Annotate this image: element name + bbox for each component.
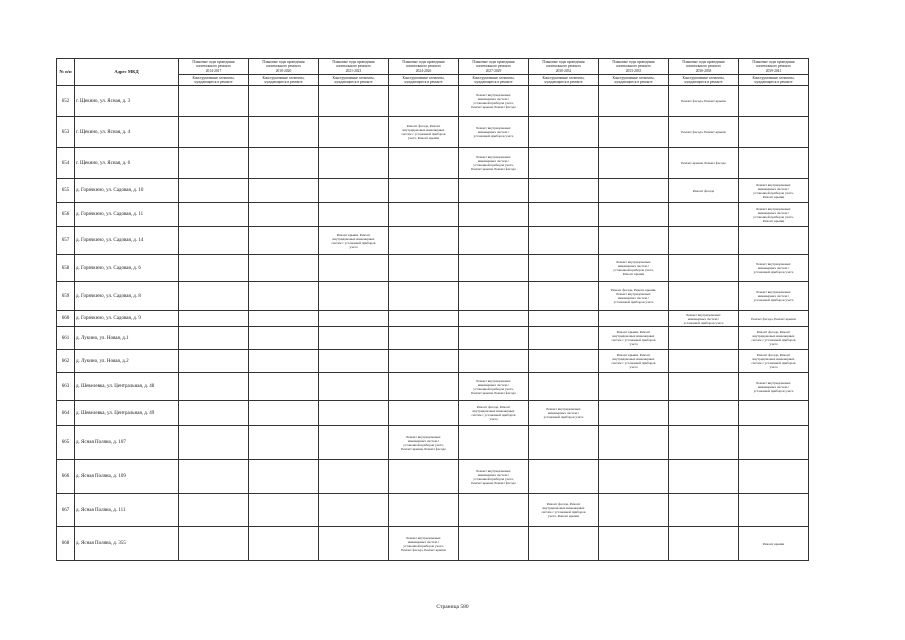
repair-elements-cell: Ремонт внутридомовых инженерных систем с установкой приборов учета, Ремонт фасада, Ремонт крыши (389, 527, 459, 561)
repair-elements-cell (319, 311, 389, 327)
row-address: д. Горячкино, ул. Садовая, д. 8 (75, 282, 179, 311)
repair-elements-cell (179, 494, 249, 527)
repair-elements-cell (529, 117, 599, 148)
column-subheader-elements: Конструктивные элементы, нуждающиеся в ремонте (319, 75, 389, 86)
table-row (57, 327, 809, 350)
repair-elements-cell (389, 401, 459, 426)
repair-elements-cell (179, 373, 249, 401)
repair-elements-cell (319, 327, 389, 350)
table-header (57, 59, 809, 86)
repair-elements-cell (249, 282, 319, 311)
repair-elements-cell: Ремонт внутридомовых инженерных систем с установкой приборов учета (529, 401, 599, 426)
column-subheader-elements: Конструктивные элементы, нуждающиеся в ремонте (669, 75, 739, 86)
repair-elements-cell (529, 460, 599, 494)
repair-elements-cell (599, 203, 669, 227)
repair-elements-cell (319, 148, 389, 179)
repair-elements-cell (179, 179, 249, 203)
repair-elements-cell (529, 527, 599, 561)
repair-elements-cell (249, 117, 319, 148)
repair-elements-cell (179, 401, 249, 426)
repair-elements-cell: Ремонт внутридомовых инженерных систем с установкой приборов учета (669, 311, 739, 327)
repair-elements-cell (179, 426, 249, 460)
repair-elements-cell (599, 527, 669, 561)
row-number: 667 (57, 494, 75, 527)
table-row (57, 311, 809, 327)
repair-elements-cell: Ремонт фасада, Ремонт внутридомовых инженерных систем с установкой приборов учета, Ремонт крыши (529, 494, 599, 527)
row-number: 658 (57, 255, 75, 282)
repair-elements-cell: Ремонт внутридомовых инженерных систем с установкой приборов учета, Ремонт крыши (739, 203, 809, 227)
repair-elements-cell (669, 327, 739, 350)
row-number: 666 (57, 460, 75, 494)
repair-elements-cell (179, 282, 249, 311)
row-number: 657 (57, 227, 75, 255)
repair-elements-cell (249, 401, 319, 426)
repair-elements-cell (319, 203, 389, 227)
column-subheader-elements: Конструктивные элементы, нуждающиеся в ремонте (249, 75, 319, 86)
repair-elements-cell: Ремонт внутридомовых инженерных систем с установкой приборов учета, Ремонт крыши, Ремонт фасада (459, 460, 529, 494)
repair-elements-cell: Ремонт фасада, Ремонт крыши (739, 311, 809, 327)
repair-elements-cell (669, 227, 739, 255)
repair-elements-cell (319, 117, 389, 148)
repair-elements-cell (249, 179, 319, 203)
repair-elements-cell (739, 426, 809, 460)
table-row (57, 227, 809, 255)
repair-elements-cell (739, 86, 809, 117)
row-address: г. Щекино, ул. Ясная, д. 3 (75, 86, 179, 117)
page-number: Страница 580 (436, 604, 469, 610)
repair-elements-cell (669, 460, 739, 494)
repair-elements-cell (739, 148, 809, 179)
repair-elements-cell (669, 373, 739, 401)
repair-elements-cell: Ремонт внутридомовых инженерных систем с установкой приборов учета (459, 117, 529, 148)
repair-elements-cell (179, 255, 249, 282)
repair-elements-cell (599, 179, 669, 203)
repair-elements-cell (459, 311, 529, 327)
repair-elements-cell (319, 460, 389, 494)
repair-elements-cell (669, 401, 739, 426)
repair-elements-cell (319, 255, 389, 282)
repair-elements-cell (179, 203, 249, 227)
repair-elements-cell (459, 227, 529, 255)
table-row (57, 255, 809, 282)
column-subheader-elements: Конструктивные элементы, нуждающиеся в ремонте (599, 75, 669, 86)
row-address: д. Шевелевка, ул. Центральная, д. 49 (75, 401, 179, 426)
repair-elements-cell (249, 148, 319, 179)
repair-elements-cell (739, 494, 809, 527)
table-row (57, 494, 809, 527)
repair-elements-cell (599, 460, 669, 494)
repair-elements-cell (319, 494, 389, 527)
row-address: д. Горячкино, ул. Садовая, д. 6 (75, 255, 179, 282)
repair-elements-cell (179, 311, 249, 327)
row-address: г. Щекино, ул. Ясная, д. 6 (75, 148, 179, 179)
repair-elements-cell (249, 426, 319, 460)
table-row (57, 426, 809, 460)
repair-elements-cell (599, 494, 669, 527)
row-address: д. Ясная Поляна, д. 111 (75, 494, 179, 527)
repair-elements-cell (319, 527, 389, 561)
repair-elements-cell: Ремонт фасада, Ремонт крыши (669, 117, 739, 148)
repair-elements-cell (179, 148, 249, 179)
repair-elements-cell (319, 426, 389, 460)
repair-elements-cell: Ремонт внутридомовых инженерных систем с установкой приборов учета, Ремонт крыши (739, 179, 809, 203)
repair-elements-cell (249, 86, 319, 117)
repair-elements-cell: Ремонт внутридомовых инженерных систем с установкой приборов учета, Ремонт крыши (599, 255, 669, 282)
repair-elements-cell (529, 426, 599, 460)
row-number: 659 (57, 282, 75, 311)
repair-elements-cell (529, 227, 599, 255)
repair-elements-cell (459, 350, 529, 373)
row-number: 664 (57, 401, 75, 426)
repair-elements-cell (669, 494, 739, 527)
column-header-address: Адрес МКД (75, 59, 179, 86)
table-body (57, 86, 809, 561)
repair-elements-cell: Ремонт крыши, Ремонт внутридомовых инженерных систем с установкой приборов учета (599, 327, 669, 350)
repair-elements-cell (389, 203, 459, 227)
repair-elements-cell (529, 327, 599, 350)
repair-elements-cell (459, 494, 529, 527)
repair-elements-cell: Ремонт внутридомовых инженерных систем с установкой приборов учета, Ремонт крыши, Ремонт фасада (459, 148, 529, 179)
column-header-number: № п/п (57, 59, 75, 86)
repair-elements-cell: Ремонт внутридомовых инженерных систем с установкой приборов учета (739, 282, 809, 311)
repair-elements-cell (389, 311, 459, 327)
repair-elements-cell (179, 86, 249, 117)
repair-elements-cell (249, 327, 319, 350)
row-address: д. Лукино, ул. Новая, д.2 (75, 350, 179, 373)
repair-elements-cell (389, 227, 459, 255)
repair-elements-cell (179, 227, 249, 255)
repair-elements-cell (459, 255, 529, 282)
repair-elements-cell (249, 311, 319, 327)
repair-elements-cell (739, 117, 809, 148)
row-address: д. Горячкино, ул. Садовая, д. 11 (75, 203, 179, 227)
repair-elements-cell: Ремонт фасада, Ремонт внутридомовых инженерных систем с установкой приборов учета (459, 401, 529, 426)
row-address: г. Щекино, ул. Ясная, д. 4 (75, 117, 179, 148)
repair-elements-cell (669, 203, 739, 227)
table-row (57, 350, 809, 373)
table-row (57, 527, 809, 561)
row-number: 655 (57, 179, 75, 203)
repair-elements-cell (179, 327, 249, 350)
repair-elements-cell: Ремонт внутридомовых инженерных систем с установкой приборов учета, Ремонт крыши, Ремонт фасада (389, 426, 459, 460)
row-number: 661 (57, 327, 75, 350)
repair-elements-cell (389, 494, 459, 527)
repair-elements-cell (389, 282, 459, 311)
table-row (57, 203, 809, 227)
table-row (57, 460, 809, 494)
row-address: д. Горячкино, ул. Садовая, д. 14 (75, 227, 179, 255)
column-header-period: Плановые годы проведения капитального ремонта 2039-2041 (739, 59, 809, 75)
repair-elements-cell (179, 460, 249, 494)
capital-repair-table (56, 58, 809, 561)
repair-elements-cell: Ремонт внутридомовых инженерных систем с установкой приборов учета, Ремонт крыши, Ремонт фасада (459, 373, 529, 401)
column-header-period: Плановые годы проведения капитального ремонта 2024-2026 (389, 59, 459, 75)
repair-elements-cell (669, 350, 739, 373)
repair-elements-cell: Ремонт фасада, Ремонт крыши, Ремонт внутридомовых инженерных систем с установкой приборов учета (599, 282, 669, 311)
row-number: 652 (57, 86, 75, 117)
repair-elements-cell (599, 227, 669, 255)
repair-elements-cell (389, 327, 459, 350)
repair-elements-cell (529, 86, 599, 117)
column-header-period: Плановые годы проведения капитального ремонта 2030-2032 (529, 59, 599, 75)
repair-elements-cell (599, 148, 669, 179)
repair-elements-cell (669, 282, 739, 311)
repair-elements-cell: Ремонт фасада, Ремонт внутридомовых инженерных систем с установкой приборов учета, Ремонт крыши (389, 117, 459, 148)
column-subheader-elements: Конструктивные элементы, нуждающиеся в ремонте (179, 75, 249, 86)
row-number: 653 (57, 117, 75, 148)
repair-elements-cell (249, 494, 319, 527)
repair-elements-cell (459, 527, 529, 561)
repair-elements-cell (669, 255, 739, 282)
repair-elements-cell (739, 460, 809, 494)
repair-elements-cell (249, 255, 319, 282)
repair-elements-cell (599, 401, 669, 426)
column-header-period: Плановые годы проведения капитального ремонта 2018-2020 (249, 59, 319, 75)
repair-elements-cell (529, 203, 599, 227)
repair-elements-cell (179, 117, 249, 148)
row-number: 668 (57, 527, 75, 561)
table-row (57, 117, 809, 148)
repair-elements-cell: Ремонт фасада, Ремонт внутридомовых инженерных систем с установкой приборов учета (739, 350, 809, 373)
column-header-period: Плановые годы проведения капитального ремонта 2036-2038 (669, 59, 739, 75)
repair-elements-cell (319, 350, 389, 373)
repair-elements-cell (739, 401, 809, 426)
repair-elements-cell: Ремонт внутридомовых инженерных систем с установкой приборов учета, Ремонт крыши, Ремонт фасада (459, 86, 529, 117)
repair-elements-cell (599, 426, 669, 460)
repair-elements-cell (389, 350, 459, 373)
row-address: д. Горячкино, ул. Садовая, д. 9 (75, 311, 179, 327)
repair-elements-cell (739, 227, 809, 255)
repair-elements-cell (389, 255, 459, 282)
repair-elements-cell (249, 203, 319, 227)
repair-elements-cell (249, 227, 319, 255)
repair-elements-cell (249, 373, 319, 401)
repair-elements-cell (179, 527, 249, 561)
repair-elements-cell (529, 148, 599, 179)
repair-elements-cell (319, 86, 389, 117)
row-number: 656 (57, 203, 75, 227)
repair-elements-cell (319, 179, 389, 203)
row-number: 654 (57, 148, 75, 179)
repair-elements-cell (599, 117, 669, 148)
column-subheader-elements: Конструктивные элементы, нуждающиеся в ремонте (739, 75, 809, 86)
row-address: д. Ясная Поляна, д. 355 (75, 527, 179, 561)
repair-elements-cell (389, 86, 459, 117)
row-number: 660 (57, 311, 75, 327)
repair-elements-cell (319, 282, 389, 311)
repair-elements-cell (249, 527, 319, 561)
repair-elements-cell (319, 401, 389, 426)
table-row (57, 179, 809, 203)
repair-elements-cell (599, 86, 669, 117)
repair-elements-cell: Ремонт внутридомовых инженерных систем с установкой приборов учета (739, 373, 809, 401)
repair-elements-cell (459, 179, 529, 203)
repair-elements-cell: Ремонт крыши, Ремонт внутридомовых инженерных систем с установкой приборов учета (599, 350, 669, 373)
row-address: д. Ясная Поляна, д. 107 (75, 426, 179, 460)
row-address: д. Лукино, ул. Новая, д.1 (75, 327, 179, 350)
repair-elements-cell (529, 311, 599, 327)
repair-elements-cell (389, 179, 459, 203)
column-header-period: Плановые годы проведения капитального ремонта 2021-2023 (319, 59, 389, 75)
repair-elements-cell (529, 373, 599, 401)
table-row (57, 282, 809, 311)
column-subheader-elements: Конструктивные элементы, нуждающиеся в ремонте (529, 75, 599, 86)
repair-elements-cell (529, 179, 599, 203)
repair-elements-cell (459, 426, 529, 460)
repair-elements-cell (669, 527, 739, 561)
table-row (57, 373, 809, 401)
repair-elements-cell (599, 311, 669, 327)
repair-elements-cell (249, 350, 319, 373)
row-number: 663 (57, 373, 75, 401)
table-row (57, 86, 809, 117)
repair-elements-cell: Ремонт крыши, Ремонт фасада (669, 148, 739, 179)
repair-elements-cell (179, 350, 249, 373)
repair-elements-cell (459, 282, 529, 311)
column-subheader-elements: Конструктивные элементы, нуждающиеся в ремонте (389, 75, 459, 86)
repair-elements-cell (459, 203, 529, 227)
row-number: 662 (57, 350, 75, 373)
column-header-period: Плановые годы проведения капитального ремонта 2014-2017 (179, 59, 249, 75)
repair-elements-cell: Ремонт фасада (669, 179, 739, 203)
column-subheader-elements: Конструктивные элементы, нуждающиеся в ремонте (459, 75, 529, 86)
table-row (57, 401, 809, 426)
column-header-period: Плановые годы проведения капитального ремонта 2033-2035 (599, 59, 669, 75)
repair-elements-cell: Ремонт крыши (739, 527, 809, 561)
repair-elements-cell (529, 282, 599, 311)
table-row (57, 148, 809, 179)
row-number: 665 (57, 426, 75, 460)
repair-elements-cell (599, 373, 669, 401)
repair-elements-cell (389, 373, 459, 401)
repair-elements-cell (389, 148, 459, 179)
row-address: д. Шевелевка, ул. Центральная, д. 48 (75, 373, 179, 401)
row-address: д. Ясная Поляна, д. 109 (75, 460, 179, 494)
repair-elements-cell (529, 350, 599, 373)
repair-elements-cell (249, 460, 319, 494)
repair-elements-cell (669, 426, 739, 460)
repair-elements-cell: Ремонт фасада, Ремонт внутридомовых инженерных систем с установкой приборов учета (739, 327, 809, 350)
row-address: д. Горячкино, ул. Садовая, д. 10 (75, 179, 179, 203)
repair-elements-cell (389, 460, 459, 494)
repair-elements-cell (529, 255, 599, 282)
repair-elements-cell (459, 327, 529, 350)
repair-elements-cell (319, 373, 389, 401)
repair-elements-cell: Ремонт крыши, Ремонт внутридомовых инженерных систем с установкой приборов учета (319, 227, 389, 255)
column-header-period: Плановые годы проведения капитального ремонта 2027-2029 (459, 59, 529, 75)
repair-elements-cell: Ремонт фасада, Ремонт крыши (669, 86, 739, 117)
repair-elements-cell: Ремонт внутридомовых инженерных систем с установкой приборов учета (739, 255, 809, 282)
